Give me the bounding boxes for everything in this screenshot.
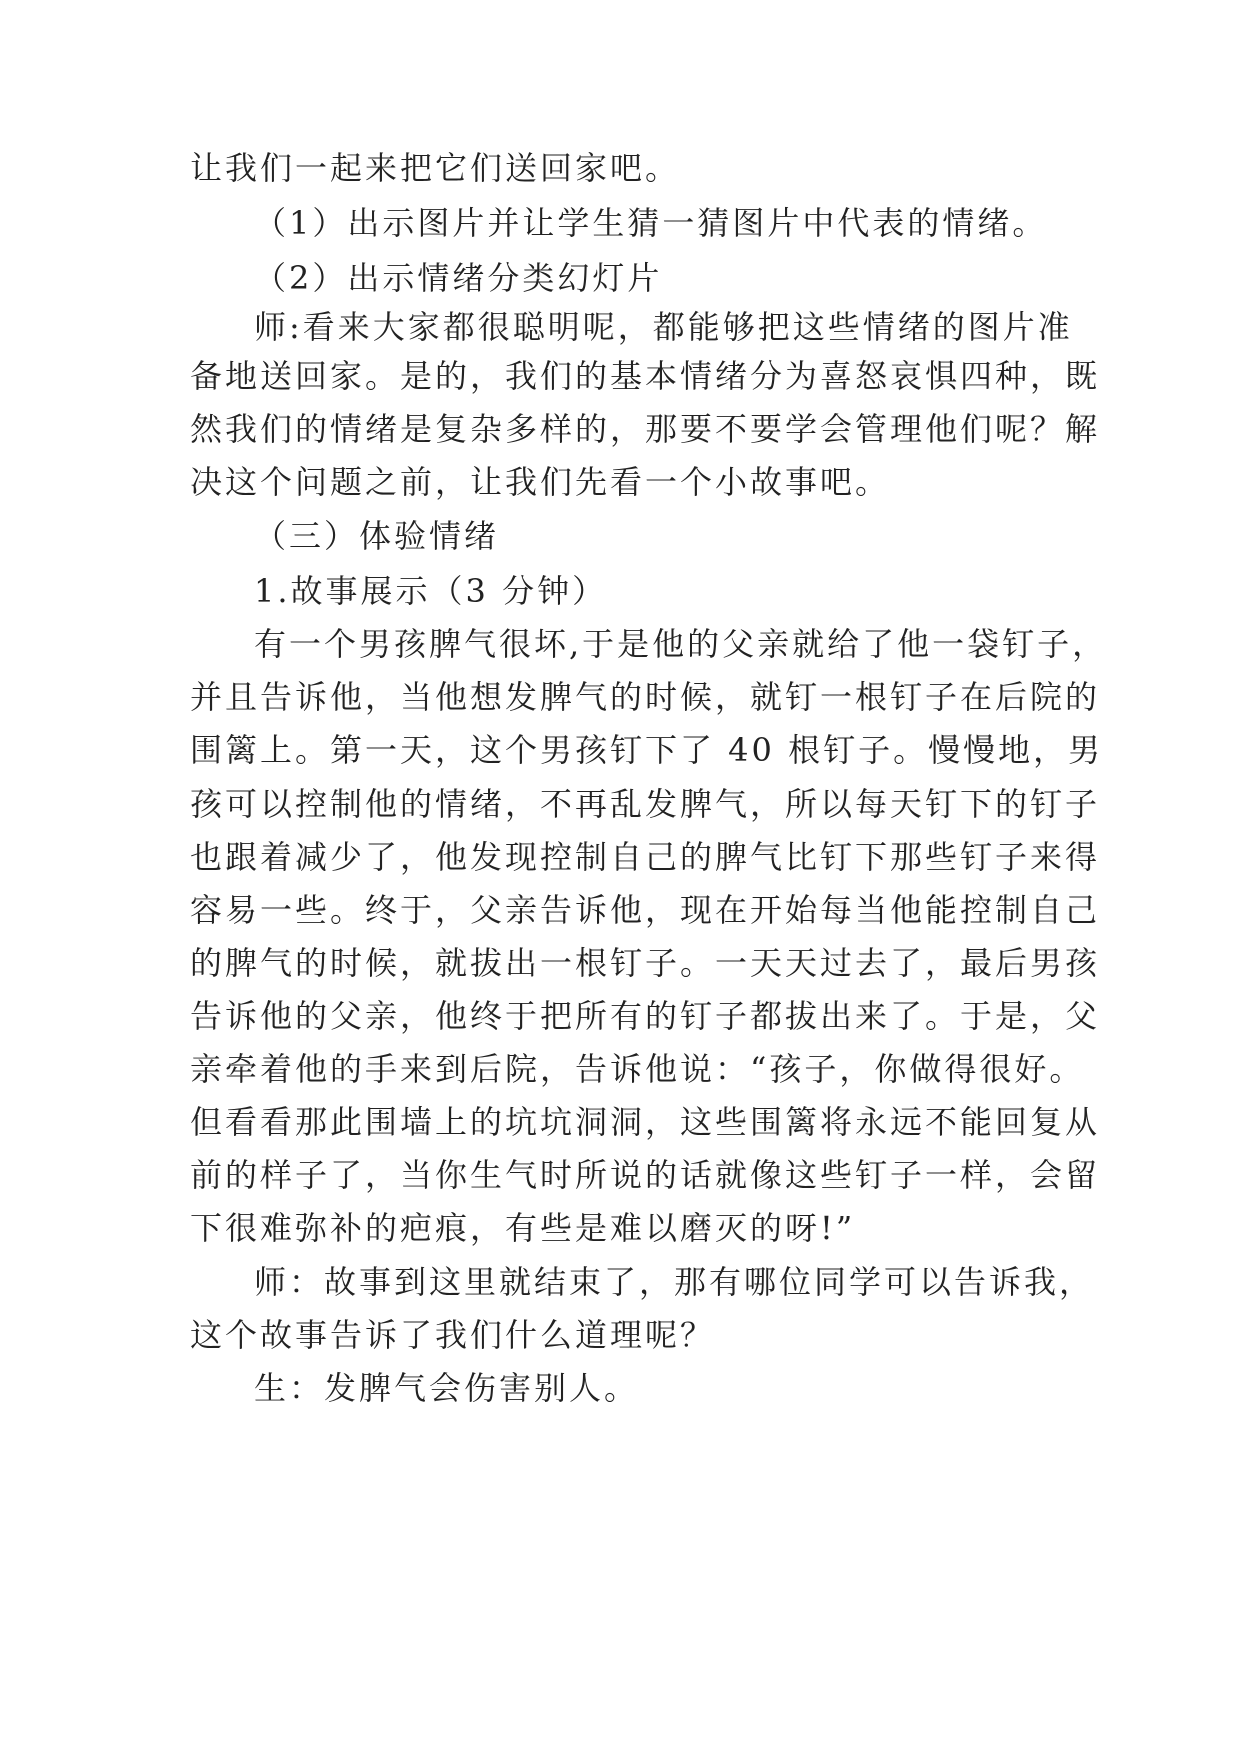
text-line: 生：发脾气会伤害别人。 xyxy=(254,1369,640,1407)
text-line: 告诉他的父亲，他终于把所有的钉子都拔出来了。于是，父 xyxy=(190,997,1101,1035)
list-item: （2）出示情绪分类幻灯片 xyxy=(254,259,663,297)
text-line: 有一个男孩脾气很坏,于是他的父亲就给了他一袋钉子， xyxy=(254,625,1108,663)
text-line: 前的样子了，当你生气时所说的话就像这些钉子一样，会留 xyxy=(190,1156,1101,1194)
text-line: 也跟着减少了，他发现控制自己的脾气比钉下那些钉子来得 xyxy=(190,838,1101,876)
text-line: 然我们的情绪是复杂多样的，那要不要学会管理他们呢？解 xyxy=(190,410,1101,448)
text-line: 备地送回家。是的，我们的基本情绪分为喜怒哀惧四种，既 xyxy=(190,357,1101,395)
list-item: （1）出示图片并让学生猜一猜图片中代表的情绪。 xyxy=(254,204,1048,242)
text-line: 下很难弥补的疤痕，有些是难以磨灭的呀!” xyxy=(190,1209,856,1247)
text-line: 决这个问题之前，让我们先看一个小故事吧。 xyxy=(190,463,891,501)
text-line: 并且告诉他，当他想发脾气的时候，就钉一根钉子在后院的 xyxy=(190,678,1101,716)
text-line: 但看看那此围墙上的坑坑洞洞，这些围篱将永远不能回复从 xyxy=(190,1103,1101,1141)
section-heading: （三）体验情绪 xyxy=(254,517,500,555)
text-line: 亲牵着他的手来到后院，告诉他说：“孩子，你做得很好。 xyxy=(190,1050,1085,1088)
text-line: 围篱上。第一天，这个男孩钉下了 40 根钉子。慢慢地，男 xyxy=(190,731,1104,769)
text-line: 这个故事告诉了我们什么道理呢？ xyxy=(190,1316,716,1354)
text-line: 的脾气的时候，就拔出一根钉子。一天天过去了，最后男孩 xyxy=(190,944,1101,982)
text-line: 容易一些。终于，父亲告诉他，现在开始每当他能控制自己 xyxy=(190,891,1101,929)
text-line: 师:看来大家都很聪明呢，都能够把这些情绪的图片准 xyxy=(254,308,1073,346)
text-line: 孩可以控制他的情绪，不再乱发脾气，所以每天钉下的钉子 xyxy=(190,785,1101,823)
text-line: 让我们一起来把它们送回家吧。 xyxy=(190,149,681,187)
subsection-heading: 1.故事展示（3 分钟） xyxy=(254,572,608,610)
text-line: 师：故事到这里就结束了，那有哪位同学可以告诉我， xyxy=(254,1263,1095,1301)
